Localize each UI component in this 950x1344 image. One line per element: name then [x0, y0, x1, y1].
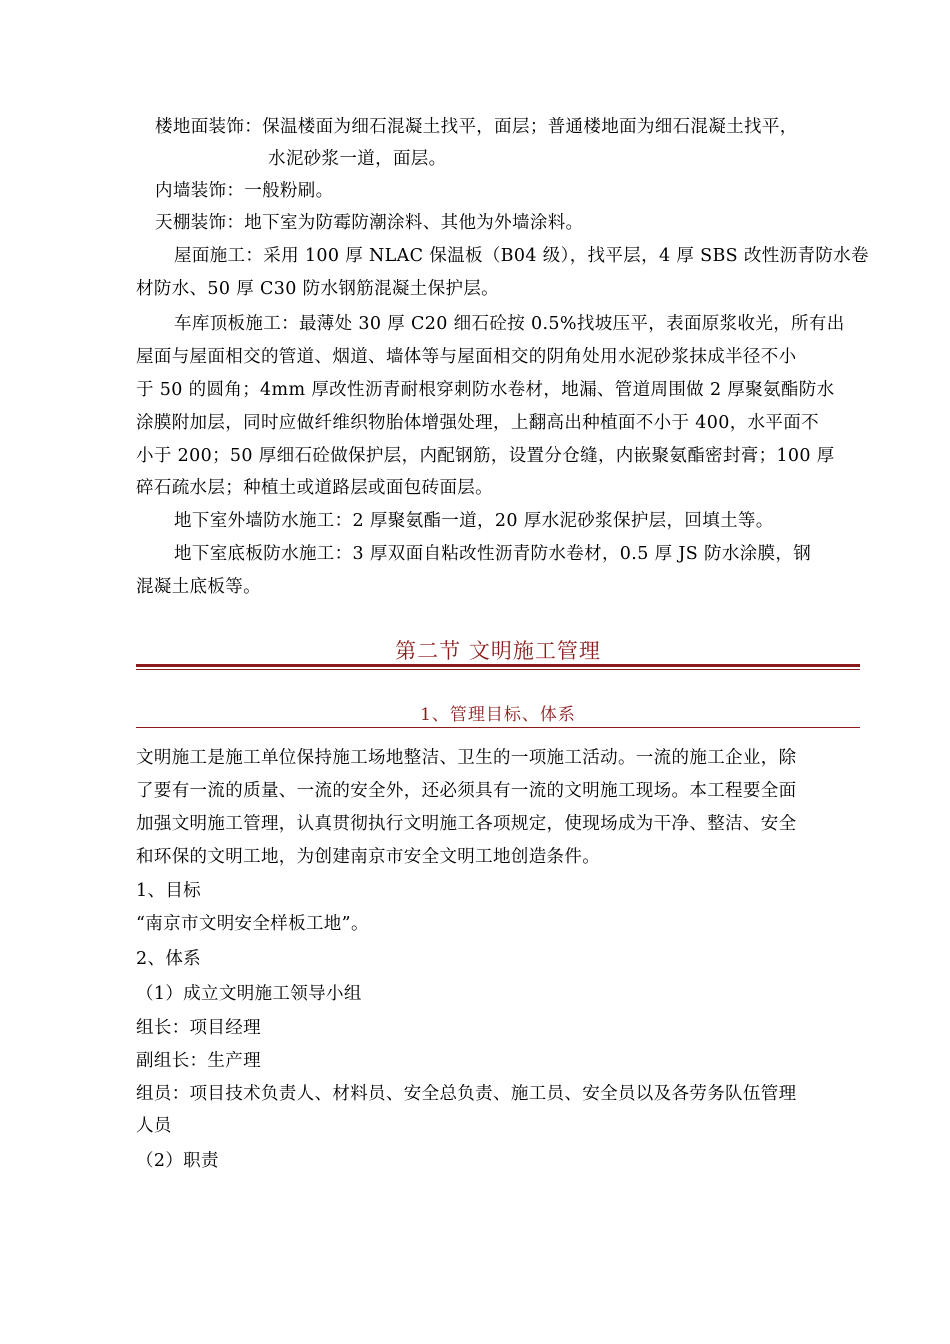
text-line: 文明施工是施工单位保持施工场地整洁、卫生的一项施工活动。一流的施工企业，除 — [136, 748, 797, 768]
text-line: 组员：项目技术负责人、材料员、安全总负责、施工员、安全员以及各劳务队伍管理 — [136, 1084, 797, 1104]
text-line: 1、目标 — [136, 881, 202, 901]
section-rule-thick — [136, 664, 860, 667]
text-line: 水泥砂浆一道，面层。 — [268, 149, 447, 169]
section-rule-thin — [136, 669, 860, 670]
text-line: 2、体系 — [136, 949, 202, 969]
section-title: 第二节 文明施工管理 — [395, 639, 601, 663]
subsection-rule — [136, 727, 860, 728]
text-line: 碎石疏水层；种植土或道路层或面包砖面层。 — [136, 478, 493, 498]
text-line: 内墙装饰：一般粉刷。 — [155, 181, 334, 201]
text-line: 车库顶板施工：最薄处 30 厚 C20 细石砼按 0.5%找坡压平，表面原浆收光，所有出 — [174, 314, 845, 334]
text-line: 地下室底板防水施工：3 厚双面自粘改性沥青防水卷材，0.5 厚 JS 防水涂膜，钢 — [174, 544, 812, 564]
text-line: 加强文明施工管理，认真贯彻执行文明施工各项规定，使现场成为干净、整洁、安全 — [136, 814, 797, 834]
text-line: 混凝土底板等。 — [136, 577, 261, 597]
text-line: 楼地面装饰：保温楼面为细石混凝土找平，面层；普通楼地面为细石混凝土找平， — [155, 117, 798, 137]
text-line: 副组长：生产理 — [136, 1051, 261, 1071]
text-line: 材防水、50 厚 C30 防水钢筋混凝土保护层。 — [136, 279, 500, 299]
list-item: （2）职责 — [136, 1151, 219, 1171]
text-line: 涂膜附加层，同时应做纤维织物胎体增强处理，上翻高出种植面不小于 400，水平面不 — [136, 413, 819, 433]
text-line: “南京市文明安全样板工地”。 — [136, 914, 369, 934]
text-line: 屋面施工：采用 100 厚 NLAC 保温板（B04 级），找平层，4 厚 SBS 改性沥青防水卷 — [174, 246, 869, 266]
text-line: 人员 — [136, 1116, 172, 1136]
text-line: 小于 200；50 厚细石砼做保护层，内配钢筋，设置分仓缝，内嵌聚氨酯密封膏；100 厚 — [136, 446, 835, 466]
subsection-title: 1、管理目标、体系 — [420, 705, 576, 725]
text-line: 组长：项目经理 — [136, 1018, 261, 1038]
text-line: 屋面与屋面相交的管道、烟道、墙体等与屋面相交的阴角处用水泥砂浆抹成半径不小 — [136, 347, 797, 367]
text-line: 地下室外墙防水施工：2 厚聚氨酯一道，20 厚水泥砂浆保护层，回填土等。 — [174, 511, 774, 531]
text-line: 和环保的文明工地，为创建南京市安全文明工地创造条件。 — [136, 847, 601, 867]
text-line: 天棚装饰：地下室为防霉防潮涂料、其他为外墙涂料。 — [155, 213, 584, 233]
text-line: 于 50 的圆角；4mm 厚改性沥青耐根穿刺防水卷材，地漏、管道周围做 2 厚聚氨酯防水 — [136, 380, 835, 400]
text-line: 了要有一流的质量、一流的安全外，还必须具有一流的文明施工现场。本工程要全面 — [136, 781, 797, 801]
list-item: （1）成立文明施工领导小组 — [136, 984, 362, 1004]
